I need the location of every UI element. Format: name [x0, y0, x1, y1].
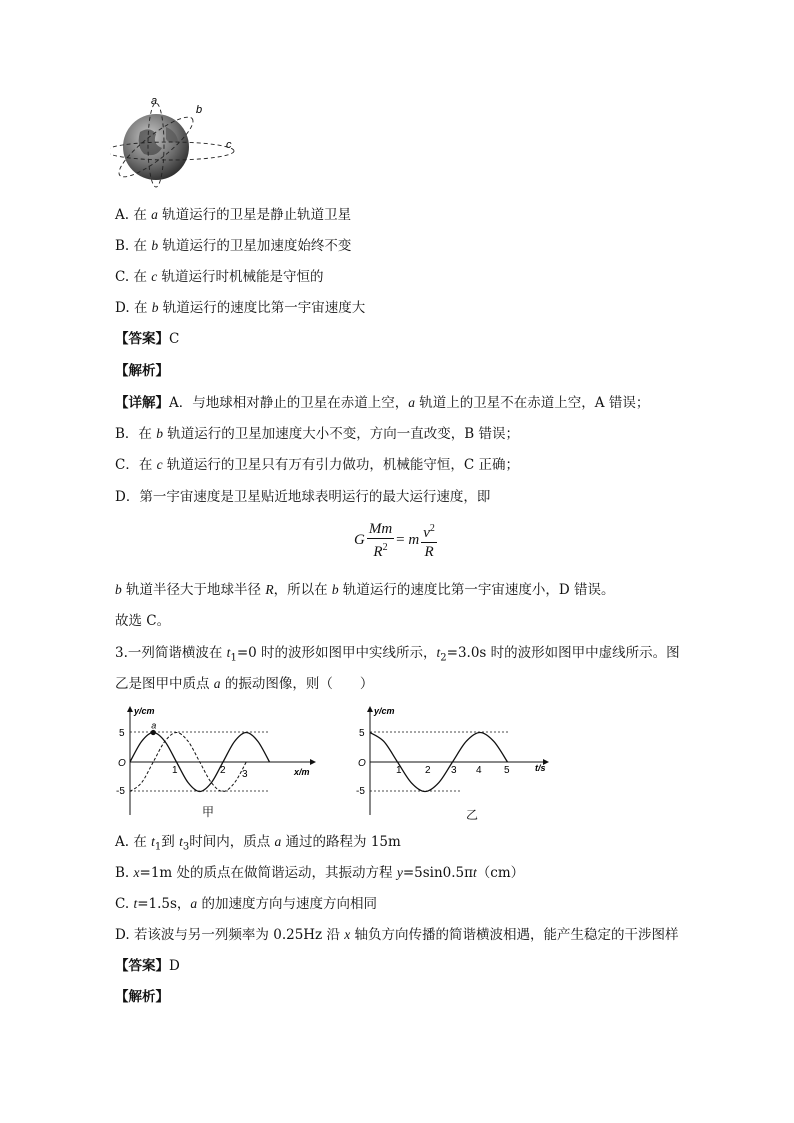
- q2-analysis-tag: 【解析】: [115, 363, 169, 379]
- q2-detail-d: D．第一宇宙速度是卫星贴近地球表明运行的最大运行速度，即: [115, 489, 491, 505]
- yi-xtick-4: 4: [476, 765, 482, 776]
- yi-caption: 乙: [466, 808, 479, 822]
- q3-option-d: D. 若该波与另一列频率为 0.25Hz 沿 x 轴负方向传播的简谐横波相遇，能产生稳定的干涉图样: [115, 927, 679, 943]
- jia-ytick-neg5: -5: [116, 786, 125, 797]
- q2-option-d: D. 在 b 轨道运行的速度比第一宇宙速度大: [115, 300, 366, 316]
- q3-answer: 【答案】D: [115, 958, 180, 974]
- q2-radius-line: b 轨道半径大于地球半径 R，所以在 b 轨道运行的速度比第一宇宙速度小，D 错误。: [115, 582, 615, 598]
- jia-caption: 甲: [202, 805, 215, 819]
- yi-xtick-2: 2: [425, 765, 431, 776]
- orbit-label-a: a: [151, 95, 158, 107]
- jia-xtick-2: 2: [220, 765, 226, 776]
- q2-option-b: B. 在 b 轨道运行的卫星加速度始终不变: [115, 238, 352, 254]
- q3-option-a: A. 在 $t_1$到 $t_3$时间内，质点 a 通过的路程为 15m: [115, 834, 401, 853]
- q3-option-b: B. x=1m 处的质点在做简谐运动，其振动方程 y=5sin0.5πt（cm）: [115, 865, 525, 881]
- jia-ylabel: y/cm: [134, 706, 155, 716]
- jia-xtick-1: 1: [172, 765, 178, 776]
- q2-detail-b: B．在 b 轨道运行的卫星加速度大小不变，方向一直改变，B 错误；: [115, 426, 519, 442]
- vibration-graph-yi: [350, 703, 555, 821]
- satellite-orbits-figure: [110, 92, 240, 192]
- yi-xlabel: t/s: [535, 763, 546, 773]
- q3-stem-line2: 乙是图甲中质点 a 的振动图像，则（ ）: [115, 676, 374, 692]
- yi-xtick-5: 5: [504, 765, 510, 776]
- yi-origin: O: [358, 758, 366, 769]
- q2-conclusion: 故选 C。: [115, 613, 171, 629]
- yi-xtick-3: 3: [451, 765, 457, 776]
- wave-graph-jia: [110, 703, 325, 821]
- yi-xtick-1: 1: [396, 765, 402, 776]
- q3-stem-line1: 3.一列简谐横波在 $t_1=0$ 时的波形如图甲中实线所示，$t_2=3.0s$ 时的波形如图甲中虚线所示。图: [115, 645, 680, 664]
- q2-detail-c: C．在 c 轨道运行的卫星只有万有引力做功，机械能守恒，C 正确；: [115, 457, 520, 473]
- yi-ytick-neg5: -5: [356, 786, 365, 797]
- q2-detail-a: 【详解】A．与地球相对静止的卫星在赤道上空，a 轨道上的卫星不在赤道上空，A 错误；: [115, 395, 650, 411]
- orbit-label-b: b: [196, 104, 203, 116]
- jia-origin: O: [118, 758, 126, 769]
- jia-xtick-3: 3: [242, 769, 248, 780]
- q3-analysis-tag: 【解析】: [115, 989, 169, 1005]
- yi-ytick-5: 5: [359, 728, 365, 739]
- gravity-equation: G $\frac{Mm}{R^2}$ = m $\frac{v^2}{R}$: [354, 521, 435, 560]
- q2-option-a: A. 在 a 轨道运行的卫星是静止轨道卫星: [115, 207, 352, 223]
- yi-ylabel: y/cm: [374, 706, 395, 716]
- jia-point-a-label: a: [151, 720, 157, 731]
- orbit-label-c: c: [226, 139, 232, 151]
- q3-option-c: C. t=1.5s，a 的加速度方向与速度方向相同: [115, 896, 377, 912]
- q2-option-c: C. 在 c 轨道运行时机械能是守恒的: [115, 269, 324, 285]
- jia-xlabel: x/m: [294, 767, 310, 777]
- jia-ytick-5: 5: [119, 728, 125, 739]
- jia-point-a: [151, 730, 156, 735]
- q2-answer: 【答案】C: [115, 331, 180, 347]
